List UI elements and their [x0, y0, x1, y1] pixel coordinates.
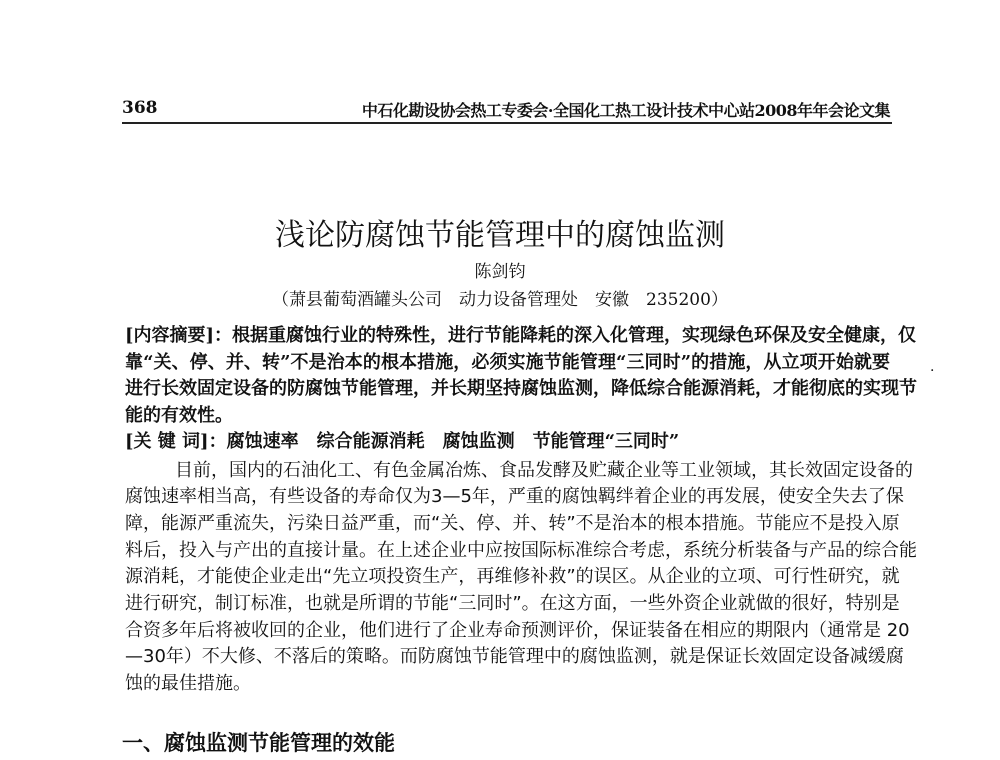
abstract-line: 靠“关、停、并、转”不是治本的根本措施，必须实施节能管理“三同时”的措施，从立项开始就要 — [125, 352, 890, 373]
abstract-line: [内容摘要]：根据重腐蚀行业的特殊性，进行节能降耗的深入化管理，实现绿色环保及安全健康，仅 — [125, 325, 917, 346]
running-header: 中石化勘设协会热工专委会·全国化工热工设计技术中心站2008年年会论文集 — [361, 101, 890, 120]
body-line: 源消耗，才能使企业走出“先立项投资生产，再维修补救”的误区。从企业的立项、可行性研究，就 — [125, 566, 900, 587]
author: 陈剑钧 — [474, 262, 526, 282]
article-title: 浅论防腐蚀节能管理中的腐蚀监测 — [275, 218, 725, 253]
body-line: 进行研究，制订标准，也就是所谓的节能“三同时”。在这方面，一些外资企业就做的很好，特别是 — [125, 593, 900, 614]
body-line: 料后，投入与产出的直接计量。在上述企业中应按国际标准综合考虑，系统分析装备与产品的综合能 — [125, 540, 917, 561]
body-line: 蚀的最佳措施。 — [125, 673, 251, 694]
scan-mark: · — [930, 363, 935, 379]
body-line: 目前，国内的石油化工、有色金属冶炼、食品发酵及贮藏企业等工业领域，其长效固定设备的 — [175, 460, 913, 481]
body-line: 合资多年后将被收回的企业，他们进行了企业寿命预测评价，保证装备在相应的期限内（通常是 20 — [125, 620, 910, 641]
abstract-line: 进行长效固定设备的防腐蚀节能管理，并长期坚持腐蚀监测，降低综合能源消耗，才能彻底的实现节 — [125, 378, 917, 399]
abstract-line: 能的有效性。 — [125, 405, 233, 426]
body-line: 腐蚀速率相当高，有些设备的寿命仅为3—5年，严重的腐蚀羁绊着企业的再发展，使安全失去了保 — [125, 486, 904, 507]
body-line: —30年）不大修、不落后的策略。而防腐蚀节能管理中的腐蚀监测，就是保证长效固定设备减缓腐 — [125, 646, 904, 667]
header-rule — [122, 122, 892, 124]
affiliation: （萧县葡萄酒罐头公司 动力设备管理处 安徽 235200） — [272, 290, 728, 310]
keywords: [关 键 词]：腐蚀速率 综合能源消耗 腐蚀监测 节能管理“三同时” — [125, 431, 680, 452]
page-number: 368 — [122, 98, 158, 118]
section-heading: 一、腐蚀监测节能管理的效能 — [122, 731, 395, 755]
body-line: 障，能源严重流失，污染日益严重，而“关、停、并、转”不是治本的根本措施。节能应不是投入原 — [125, 513, 900, 534]
